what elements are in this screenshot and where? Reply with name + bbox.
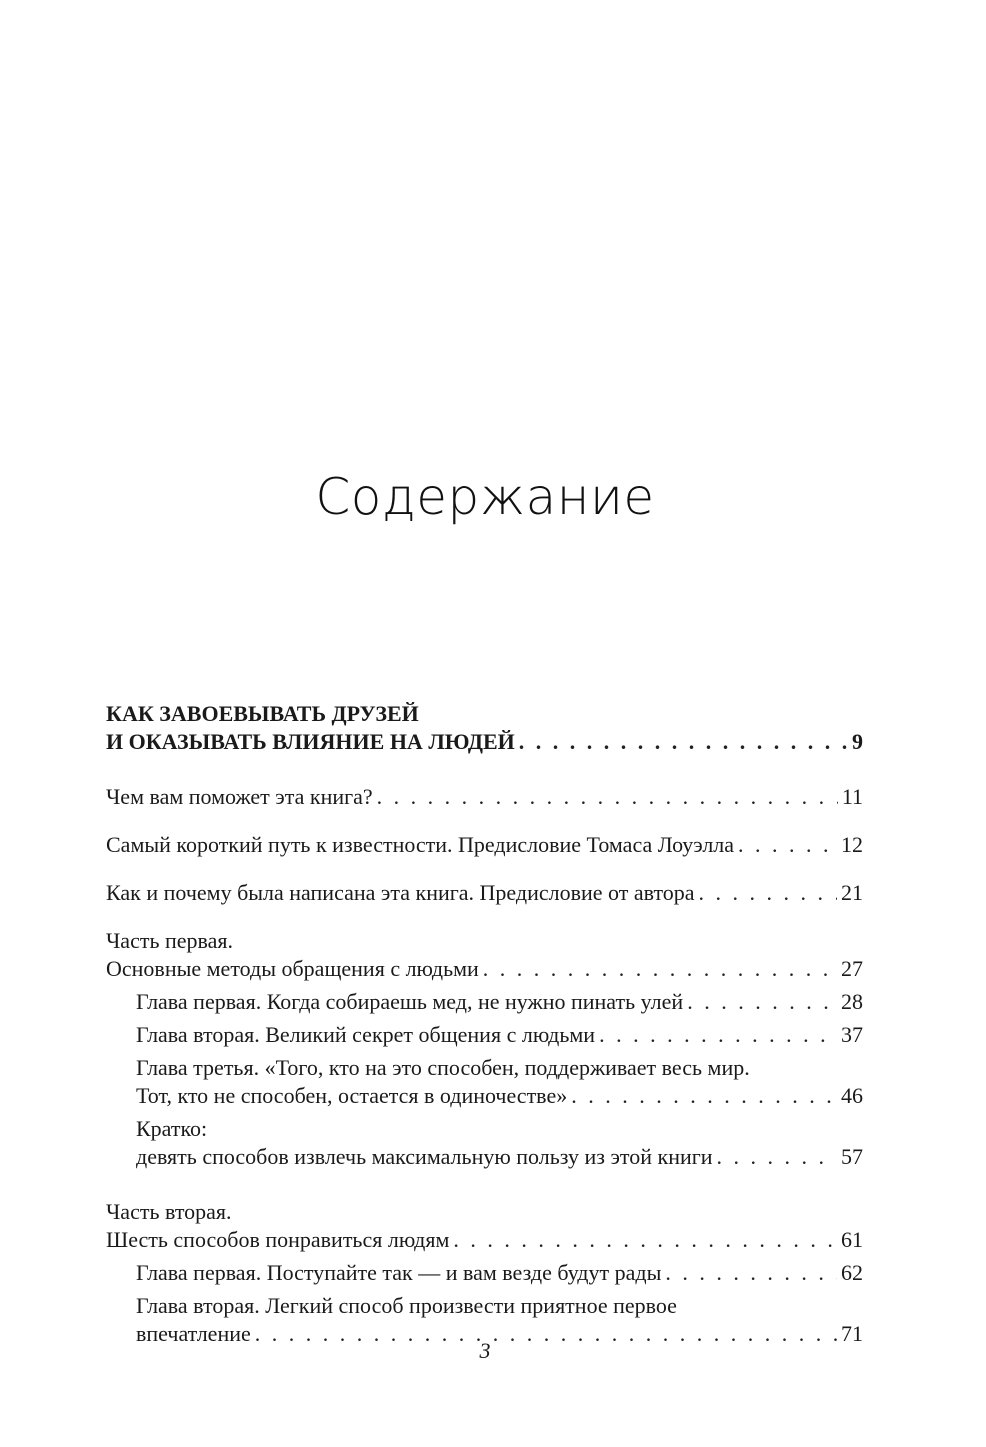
toc-entry-text: Глава третья. «Того, кто на это способен, поддерживает весь мир. (136, 1055, 750, 1080)
leader-dots (717, 1143, 837, 1171)
toc-main-line2: И ОКАЗЫВАТЬ ВЛИЯНИЕ НА ЛЮДЕЙ (106, 729, 515, 754)
toc-entry-text: Как и почему была написана эта книга. Предисловие от автора (106, 880, 695, 905)
leader-dots (687, 988, 837, 1016)
leader-dots (699, 879, 837, 907)
leader-dots (665, 1259, 837, 1287)
leader-dots (483, 955, 837, 983)
leader-dots (377, 783, 838, 811)
toc-entry-text: Глава вторая. Легкий способ произвести приятное первое (136, 1293, 677, 1318)
toc-part-title: Основные методы обращения с людьми (106, 956, 479, 981)
toc-page-number: 28 (841, 989, 863, 1014)
toc-page-number: 62 (841, 1260, 863, 1285)
toc-page-number: 37 (841, 1022, 863, 1047)
toc-main-entry[interactable] (106, 700, 863, 756)
toc-entry-text: впечатление (136, 1321, 251, 1346)
toc-page-number: 21 (841, 880, 863, 905)
toc-page-number: 11 (841, 784, 863, 809)
toc-page-number: 57 (841, 1144, 863, 1169)
page-number: 3 (479, 1338, 491, 1363)
toc-entry-text: Самый короткий путь к известности. Предисловие Томаса Лоуэлла (106, 832, 735, 857)
leader-dots (571, 1082, 837, 1110)
table-of-contents (106, 700, 863, 1348)
toc-part-title: Шесть способов понравиться людям (106, 1227, 450, 1252)
toc-page-number: 61 (841, 1227, 863, 1252)
toc-entry-text: Глава вторая. Великий секрет общения с людьми (136, 1022, 596, 1047)
leader-dots (738, 831, 837, 859)
toc-part1-summary[interactable] (106, 1115, 863, 1171)
toc-entry-text: Кратко: (136, 1116, 208, 1141)
toc-entry-lowell-foreword[interactable] (106, 831, 863, 859)
toc-page-number: 71 (841, 1321, 863, 1346)
leader-dots (599, 1021, 837, 1049)
leader-dots (519, 728, 848, 756)
toc-part-one[interactable] (106, 927, 863, 983)
toc-entry-text: Чем вам поможет эта книга? (106, 784, 373, 809)
toc-part2-chapter-1[interactable] (106, 1259, 863, 1287)
toc-part1-chapter-3[interactable] (106, 1054, 863, 1110)
toc-page-number: 27 (841, 956, 863, 981)
toc-entry-text: Глава первая. Поступайте так — и вам везде будут рады (136, 1260, 662, 1285)
leader-dots (453, 1226, 837, 1254)
toc-page-number: 12 (841, 832, 863, 857)
toc-entry-author-foreword[interactable] (106, 879, 863, 907)
toc-entry-text: девять способов извлечь максимальную пользу из этой книги (136, 1144, 713, 1169)
toc-part-label: Часть первая. (106, 928, 233, 953)
page-title: Содержание (315, 468, 655, 526)
toc-entry-book-help[interactable] (106, 783, 863, 811)
toc-part-label: Часть вторая. (106, 1199, 232, 1224)
toc-main-line1: КАК ЗАВОЕВЫВАТЬ ДРУЗЕЙ (106, 701, 419, 726)
toc-page-number: 46 (841, 1083, 863, 1108)
toc-part1-chapter-2[interactable] (106, 1021, 863, 1049)
toc-entry-text: Тот, кто не способен, остается в одиночестве» (136, 1083, 568, 1108)
toc-page-number: 9 (852, 729, 863, 754)
toc-part1-chapter-1[interactable] (106, 988, 863, 1016)
toc-part-two[interactable] (106, 1198, 863, 1254)
toc-entry-text: Глава первая. Когда собираешь мед, не нужно пинать улей (136, 989, 684, 1014)
